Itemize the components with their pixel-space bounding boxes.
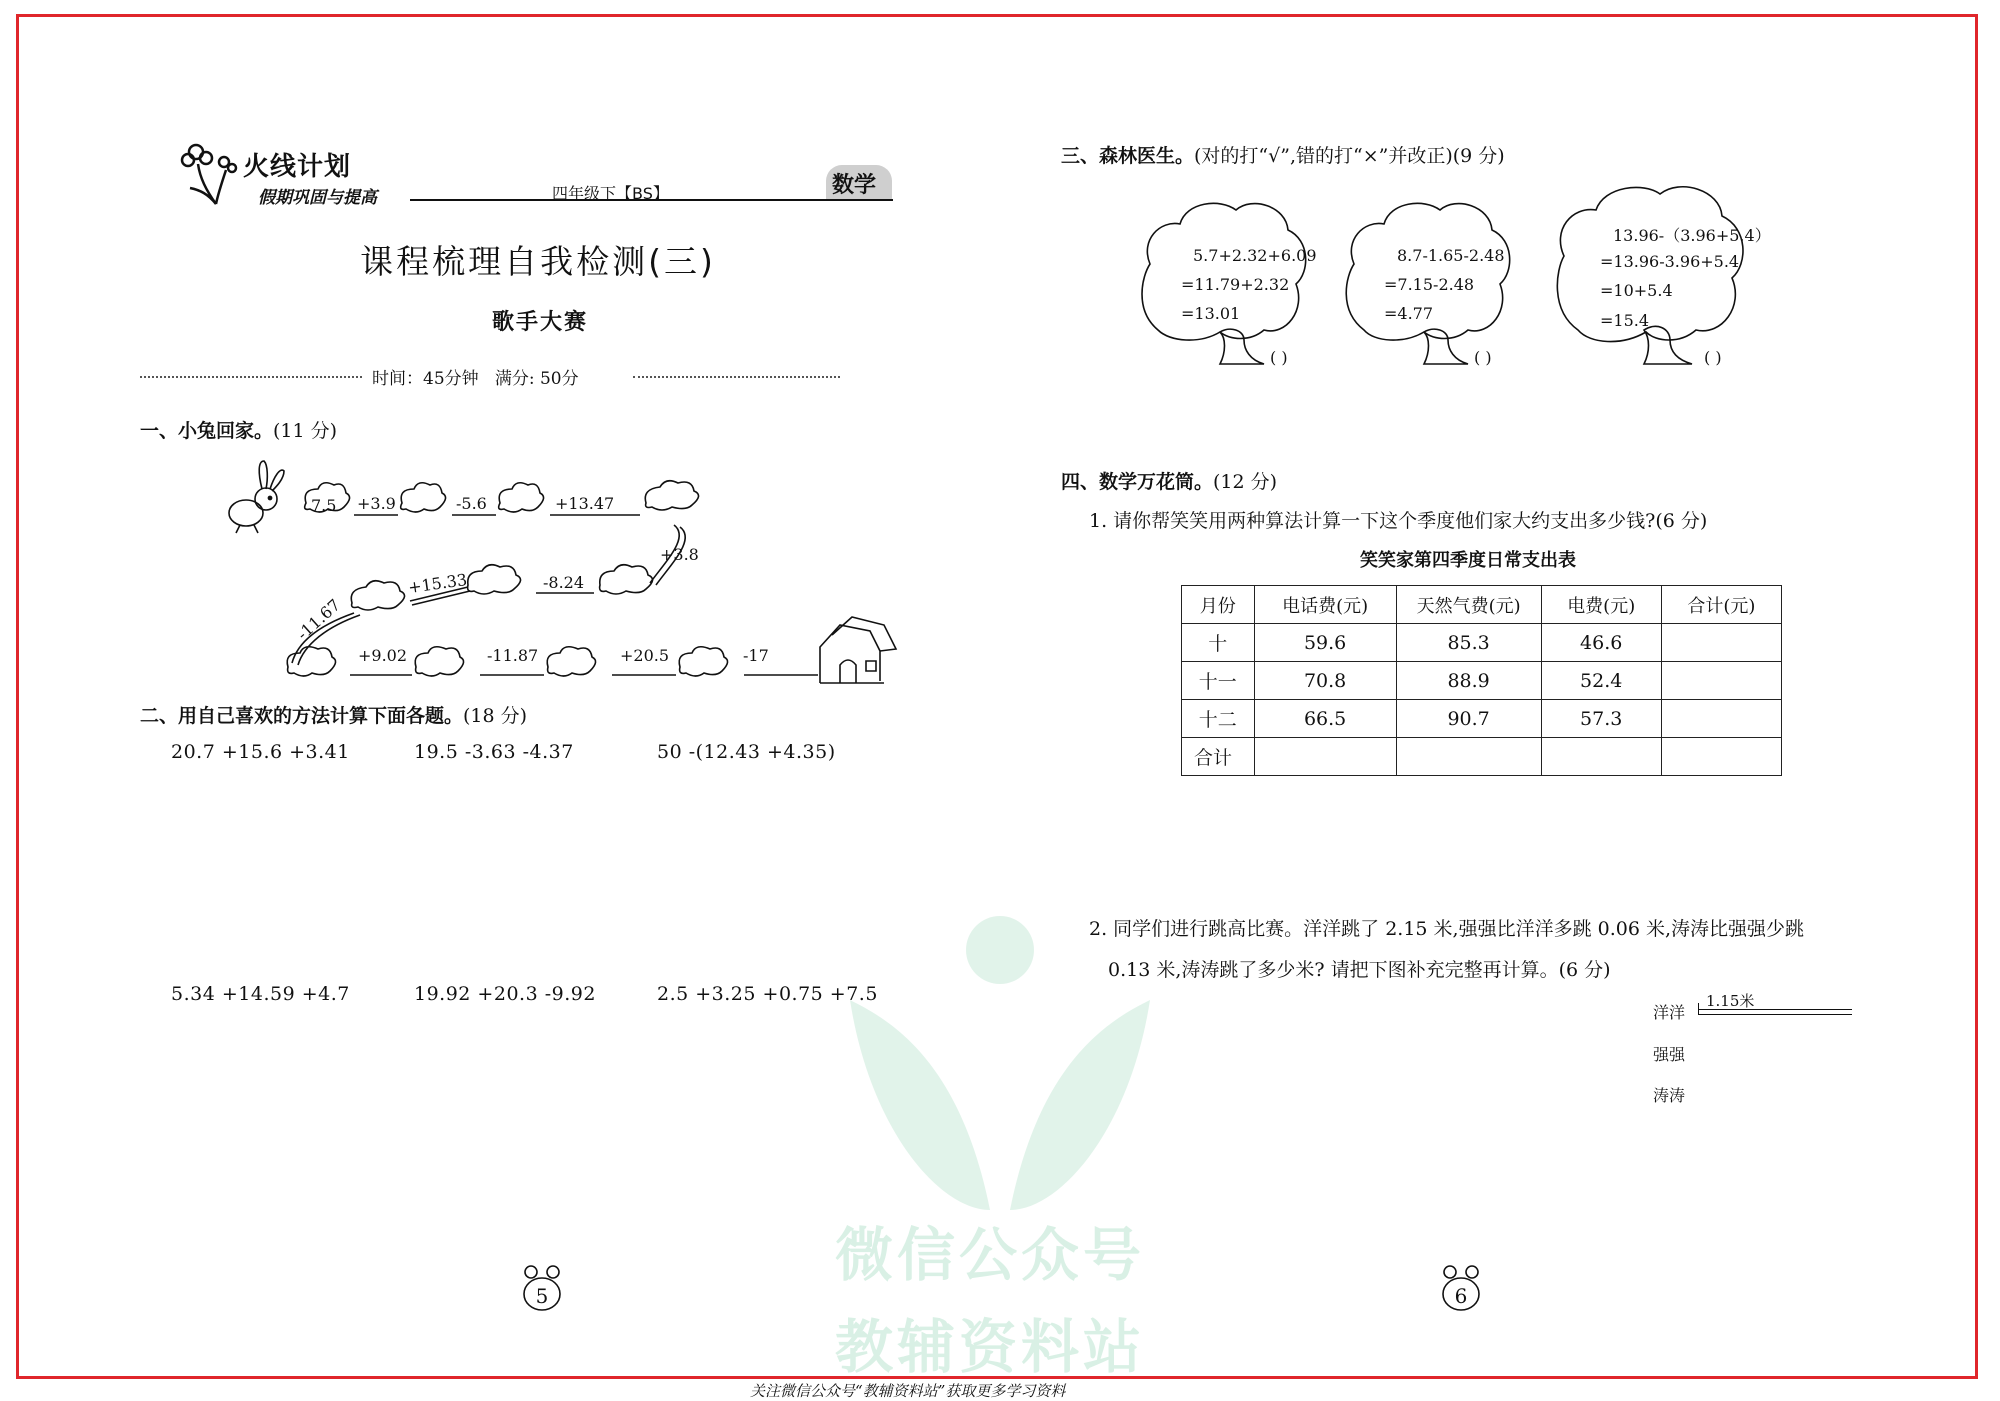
page-number-left: 5 [535,1284,549,1308]
tree2-line1: 8.7-1.65-2.48 [1397,246,1505,265]
diagram-bar-tick [1698,1003,1699,1015]
section2-title: 二、用自己喜欢的方法计算下面各题。 [140,705,464,727]
diagram-label-qiangqiang: 强强 [1653,1045,1686,1064]
table-header-cell: 天然气费(元) [1396,586,1541,624]
tree2-answer: ( ) [1474,348,1492,367]
exam-info: 时间：45分钟 满分: 50分 [372,369,579,389]
op-11: -17 [743,646,769,665]
table-cell-blank[interactable] [1661,662,1781,700]
diagram-label-taotao: 涛涛 [1653,1086,1686,1105]
grade-label: 四年级下【BS】 [552,184,669,203]
table-row [1182,662,1782,700]
op-1: +3.9 [357,494,396,513]
series-title: 火线计划 [243,152,352,182]
footer-note: 关注微信公众号“教辅资料站”获取更多学习资料 [750,1382,1066,1400]
expr-1-3: 50 -(12.43 +4.35) [657,741,836,763]
flower-logo-icon [178,138,248,208]
op-8: +9.02 [358,646,408,665]
table-cell: 十 [1182,624,1255,662]
watermark-line1: 微信公众号 [835,1221,1146,1289]
op-5: -8.24 [543,573,585,592]
question-2-line2: 0.13 米,涛涛跳了多少米? 请把下图补充完整再计算。(6 分) [1108,959,1611,981]
table-cell: 70.8 [1254,662,1396,700]
tree3-line2: =13.96-3.96+5.4 [1600,252,1740,271]
section4-heading [1061,467,1277,494]
section3-note: (对的打“√”,错的打“×”并改正)(9 分) [1194,145,1505,167]
table-cell: 合计 [1182,738,1255,776]
house-icon [820,617,896,683]
section4-title: 四、数学万花筒。 [1061,471,1214,493]
watermark-line2: 教辅资料站 [835,1313,1146,1381]
table-cell: 66.5 [1254,700,1396,738]
table-title: 笑笑家第四季度日常支出表 [1360,550,1576,571]
op-4: +3.8 [660,545,699,564]
op-2: -5.6 [456,494,487,513]
question-2-line1: 2. 同学们进行跳高比赛。洋洋跳了 2.15 米,强强比洋洋多跳 0.06 米,涛涛比强强少跳 [1089,918,1805,940]
op-6: +15.33 [406,569,469,598]
diagram-bar-yangyang [1698,1009,1852,1015]
page-title: 课程梳理自我检测(三) [360,242,716,281]
divider-left [140,376,362,378]
table-cell: 59.6 [1254,624,1396,662]
table-cell-blank[interactable] [1661,738,1781,776]
table-row [1182,738,1782,776]
expr-2-1: 5.34 +14.59 +4.7 [171,983,350,1005]
diagram-bar-label: 1.15米 [1706,992,1755,1010]
page-subtitle: 歌手大赛 [491,310,588,335]
tree3-line3: =10+5.4 [1600,281,1673,300]
start-value: 7.5 [311,496,337,515]
tree3-answer: ( ) [1704,348,1722,367]
table-cell: 57.3 [1541,700,1661,738]
divider-right [633,376,840,378]
table-cell: 十一 [1182,662,1255,700]
series-subtitle: 假期巩固与提高 [258,188,377,208]
tree1-line3: =13.01 [1181,304,1241,323]
table-header-cell: 电费(元) [1541,586,1661,624]
section1-heading [140,416,337,443]
tree3-line4: =15.4 [1600,311,1650,330]
page-number-right: 6 [1454,1284,1468,1308]
table-header-row [1182,586,1782,624]
expr-2-2: 19.92 +20.3 -9.92 [414,983,596,1005]
section2-heading [140,701,527,728]
table-cell: 88.9 [1396,662,1541,700]
rabbit-icon [229,461,284,533]
tree1-line1: 5.7+2.32+6.09 [1193,246,1317,265]
expense-table [1181,585,1782,776]
section3-title: 三、森林医生。 [1061,145,1195,167]
op-7: -11.67 [293,595,344,644]
table-header-cell: 合计(元) [1661,586,1781,624]
diagram-label-yangyang: 洋洋 [1653,1003,1686,1022]
table-cell: 90.7 [1396,700,1541,738]
table-cell-blank[interactable] [1254,738,1396,776]
table-cell-blank[interactable] [1661,700,1781,738]
table-cell: 85.3 [1396,624,1541,662]
op-10: +20.5 [620,646,670,665]
section4-points: (12 分) [1213,471,1278,493]
expr-1-1: 20.7 +15.6 +3.41 [171,741,350,763]
tree1-line2: =11.79+2.32 [1181,275,1290,294]
tree2-line3: =4.77 [1384,304,1434,323]
tree3-line1: 13.96-（3.96+5.4） [1613,226,1771,245]
table-header-cell: 月份 [1182,586,1255,624]
section3-heading [1061,141,1505,168]
table-row [1182,624,1782,662]
watermark-logo-icon [830,910,1170,1220]
tree2-line2: =7.15-2.48 [1384,275,1475,294]
table-cell: 十二 [1182,700,1255,738]
tree1-answer: ( ) [1270,348,1288,367]
table-cell-blank[interactable] [1661,624,1781,662]
op-9: -11.87 [487,646,539,665]
table-row [1182,700,1782,738]
table-cell: 52.4 [1541,662,1661,700]
question-1: 1. 请你帮笑笑用两种算法计算一下这个季度他们家大约支出多少钱?(6 分) [1089,510,1708,532]
section1-title: 一、小兔回家。 [140,420,274,442]
expr-1-2: 19.5 -3.63 -4.37 [414,741,574,763]
table-cell-blank[interactable] [1396,738,1541,776]
op-3: +13.47 [555,494,615,513]
section2-points: (18 分) [463,705,528,727]
section1-points: (11 分) [273,420,338,442]
expr-2-3: 2.5 +3.25 +0.75 +7.5 [657,983,878,1005]
table-header-cell: 电话费(元) [1254,586,1396,624]
table-cell: 46.6 [1541,624,1661,662]
table-cell-blank[interactable] [1541,738,1661,776]
subject-label: 数学 [832,173,877,198]
